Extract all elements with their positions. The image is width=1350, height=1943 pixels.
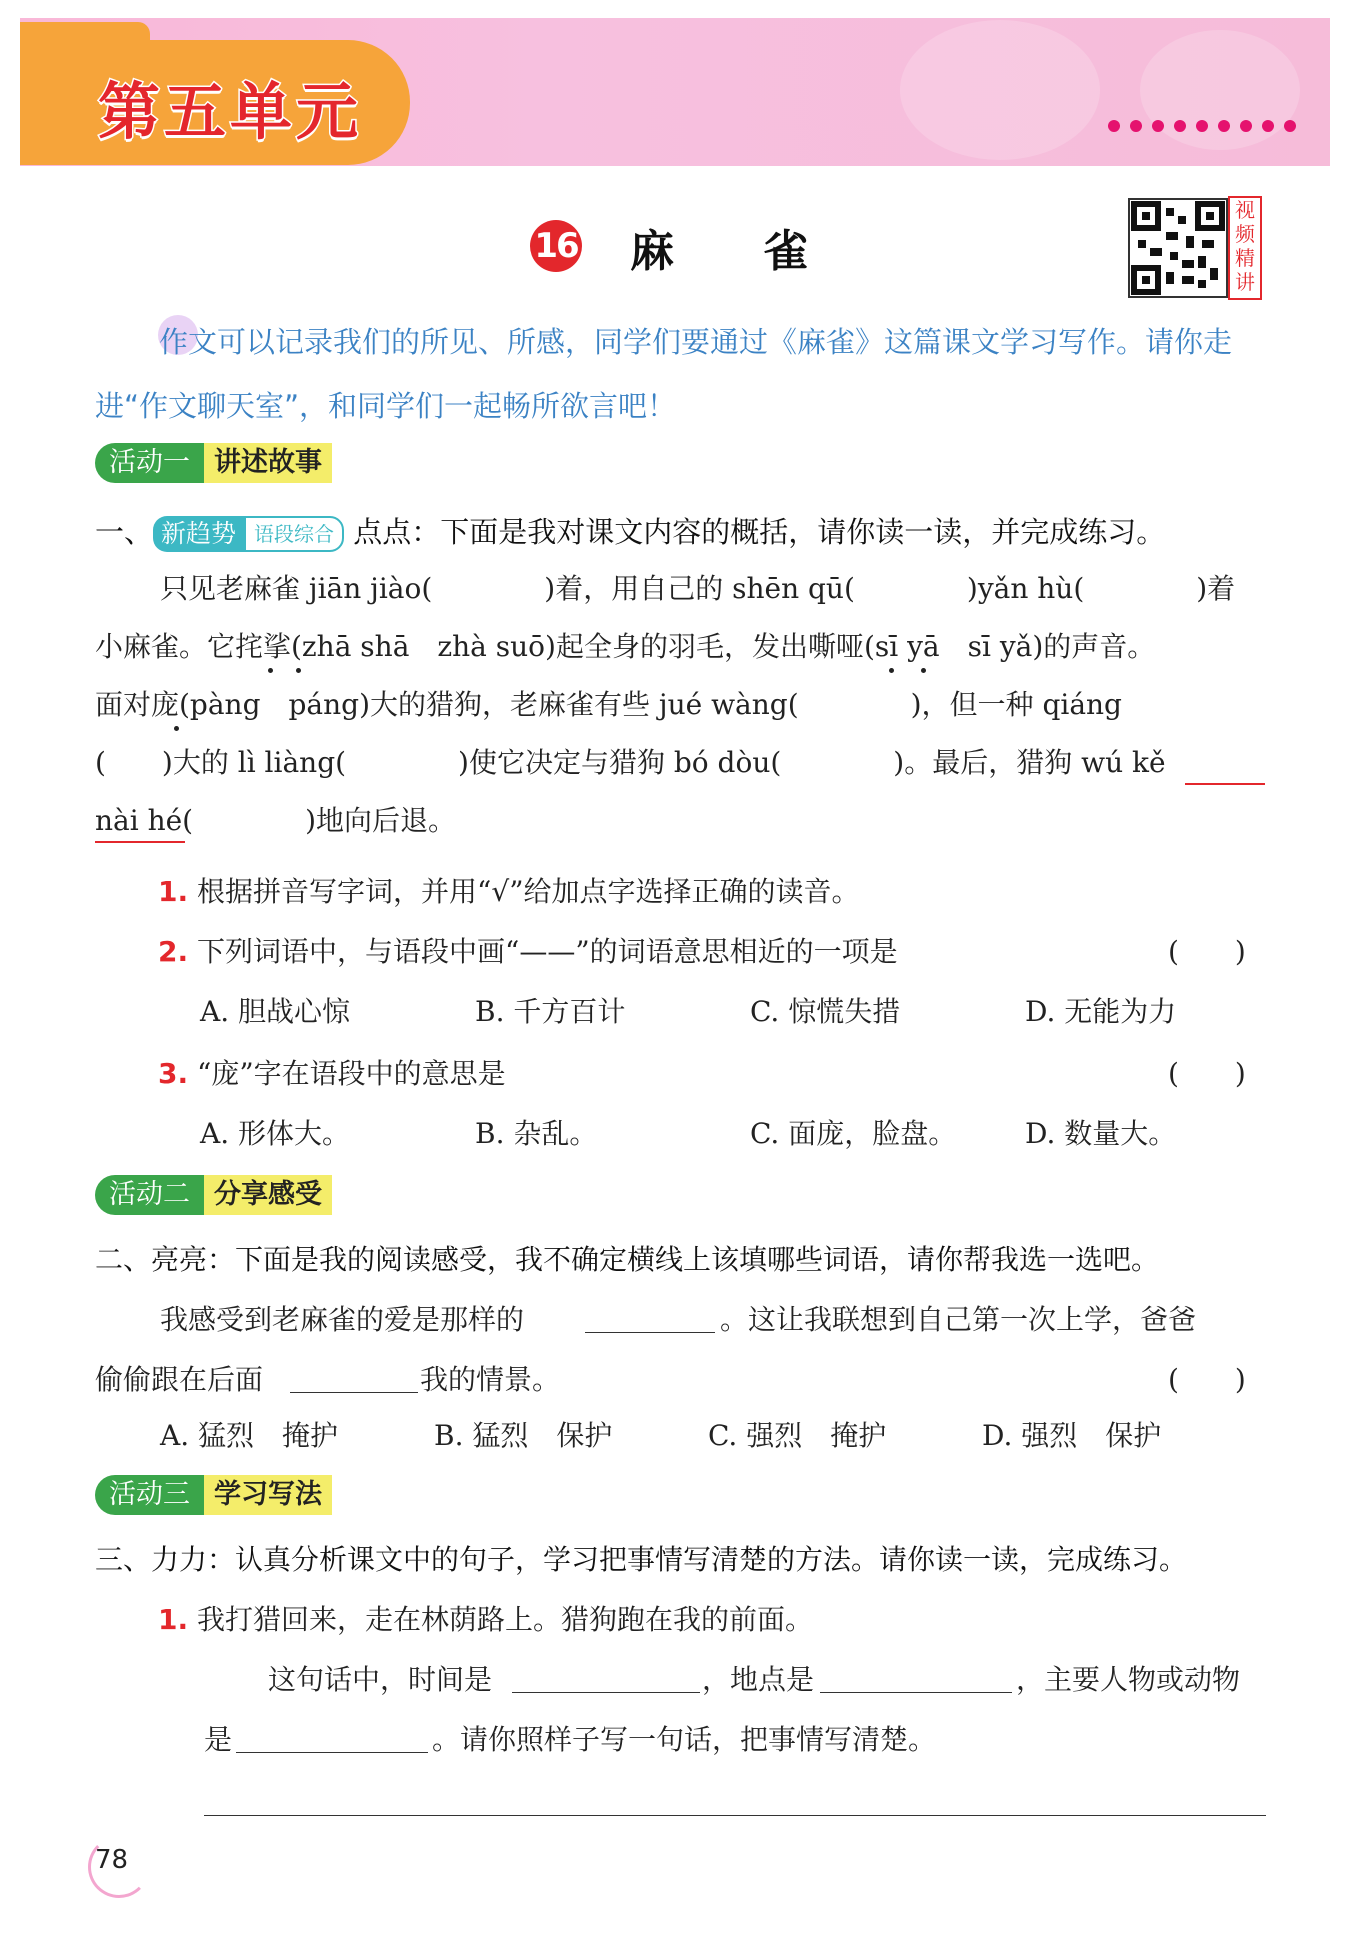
sub-question-2: 2. 下列词语中，与语段中画“——”的词语意思相近的一项是: [158, 935, 898, 968]
passage-line: 面对庞(pàng páng)大的猎狗，老麻雀有些 jué wàng( )，但一种 qiáng: [95, 688, 1122, 721]
q3-line1b: ，地点是: [702, 1663, 815, 1696]
option[interactable]: B. 杂乱。: [475, 1117, 598, 1150]
underline-mark: [95, 841, 185, 843]
answer-paren[interactable]: ( ): [1168, 1363, 1246, 1396]
q2-line1b: 。这让我联想到自己第一次上学，爸爸: [720, 1303, 1197, 1336]
q3-line1a: 这句话中，时间是: [268, 1663, 493, 1696]
emphasis-dot: [921, 668, 926, 673]
activity-tag: [95, 1175, 332, 1215]
question-1-prompt: 点点：下面是我对课文内容的概括，请你读一读，并完成练习。: [353, 515, 1166, 549]
writing-line[interactable]: [204, 1815, 1266, 1816]
page-number: 78: [95, 1845, 129, 1875]
decor-spot: [1140, 30, 1300, 150]
option[interactable]: A. 形体大。: [200, 1117, 351, 1150]
activity-tag: [95, 1475, 332, 1515]
intro-text: 作文可以记录我们的所见、所感，同学们要通过《麻雀》这篇课文学习写作。请你走进“作文聊天室”，和同学们一起畅所欲言吧！: [95, 325, 1233, 423]
emphasis-dot: [268, 668, 273, 673]
q3-line2b: 。请你照样子写一句话，把事情写清楚。: [432, 1723, 937, 1756]
activity-label: 活动二: [95, 1175, 204, 1215]
fill-blank[interactable]: [585, 1332, 715, 1333]
q3-line2a: 是: [204, 1723, 233, 1756]
emphasis-dot: [296, 668, 301, 673]
passage-line: nài hé( )地向后退。: [95, 804, 457, 837]
emphasis-dot: [889, 668, 894, 673]
activity-label: 活动一: [95, 443, 204, 483]
fill-blank[interactable]: [820, 1692, 1012, 1693]
option[interactable]: C. 面庞，脸盘。: [750, 1117, 957, 1150]
video-badge: 视频精讲: [1228, 196, 1262, 300]
lesson-title: 麻雀: [630, 226, 898, 277]
activity-tag: [95, 443, 332, 483]
fill-blank[interactable]: [512, 1692, 700, 1693]
q2-line1a: 我感受到老麻雀的爱是那样的: [160, 1303, 525, 1336]
activity-label: 活动三: [95, 1475, 204, 1515]
q3-line1c: ，主要人物或动物: [1016, 1663, 1241, 1696]
answer-paren[interactable]: ( ): [1168, 935, 1246, 968]
tag-paragraph: 语段综合: [244, 516, 344, 552]
option[interactable]: A. 胆战心惊: [200, 995, 351, 1028]
question-2-prompt: 二、亮亮：下面是我的阅读感受，我不确定横线上该填哪些词语，请你帮我选一选吧。: [95, 1243, 1160, 1276]
passage-line: 小麻雀。它挓挲(zhā shā zhà suō)起全身的羽毛，发出嘶哑(sī yā sī yǎ)的声音。: [95, 630, 1156, 663]
qr-code-icon[interactable]: [1128, 198, 1228, 298]
q2-line2b: 我的情景。: [420, 1363, 561, 1396]
fill-blank[interactable]: [236, 1752, 428, 1753]
q2-line2a: 偷偷跟在后面: [95, 1363, 264, 1396]
sub-question-3: 3. “庞”字在语段中的意思是: [158, 1057, 506, 1090]
passage-line: 只见老麻雀 jiān jiào( )着，用自己的 shēn qū( )yǎn hù( )着: [160, 572, 1236, 605]
option[interactable]: C. 惊慌失措: [750, 995, 901, 1028]
option[interactable]: A. 猛烈 掩护: [160, 1419, 339, 1452]
unit-title: 第五单元: [98, 75, 363, 148]
option[interactable]: C. 强烈 掩护: [708, 1419, 887, 1452]
question-3-prompt: 三、力力：认真分析课文中的句子，学习把事情写清楚的方法。请你读一读，完成练习。: [95, 1543, 1188, 1576]
option[interactable]: D. 强烈 保护: [982, 1419, 1162, 1452]
activity-name: 讲述故事: [204, 443, 332, 483]
fill-blank[interactable]: [290, 1392, 418, 1393]
answer-paren[interactable]: ( ): [1168, 1057, 1246, 1090]
option[interactable]: D. 无能为力: [1025, 995, 1177, 1028]
question-1-heading: 一、 新趋势 语段综合 点点：下面是我对课文内容的概括，请你读一读，并完成练习。: [95, 510, 1165, 552]
option[interactable]: B. 猛烈 保护: [434, 1419, 613, 1452]
emphasis-dot: [174, 726, 179, 731]
underline-mark: [1185, 783, 1265, 785]
activity-name: 学习写法: [204, 1475, 332, 1515]
option[interactable]: D. 数量大。: [1025, 1117, 1177, 1150]
decor-dots: [1108, 120, 1296, 132]
sub-question-1: 1. 根据拼音写字词，并用“√”给加点字选择正确的读音。: [158, 875, 860, 908]
decor-spot: [900, 20, 1100, 160]
lesson-number-badge: 16: [530, 220, 582, 272]
option[interactable]: B. 千方百计: [475, 995, 626, 1028]
activity-name: 分享感受: [204, 1175, 332, 1215]
q3-sub-question-1: 1. 我打猎回来，走在林荫路上。猎狗跑在我的前面。: [158, 1603, 814, 1636]
tag-new-trend: 新趋势: [153, 516, 244, 552]
passage-line: ( )大的 lì liàng( )使它决定与猎狗 bó dòu( )。最后，猎狗 wú kě: [95, 746, 1166, 779]
